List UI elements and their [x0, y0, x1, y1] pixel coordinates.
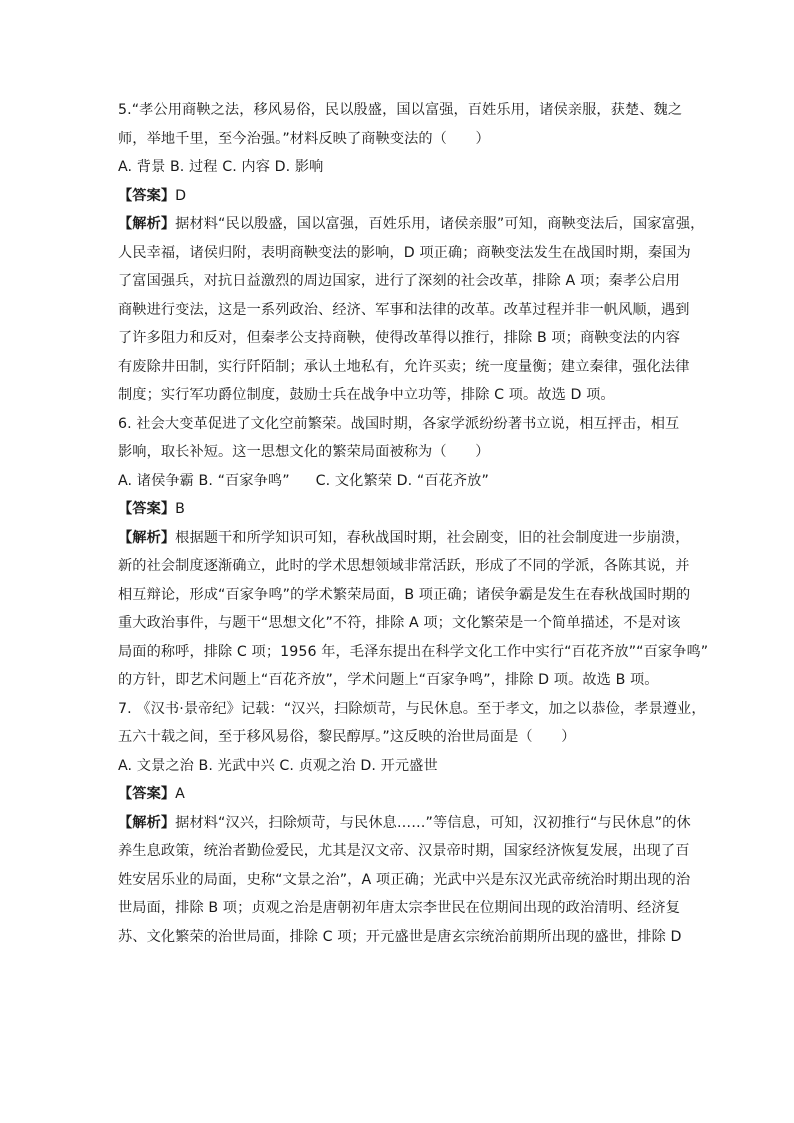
answer-line	[118, 495, 688, 524]
analysis-text: 据材料“汉兴，扫除烦苛，与民休息……”等信息，可知，汉初推行“与民休息”的休	[175, 814, 691, 831]
analysis-line: 了许多阻力和反对，但秦孝公支持商鞅，使得改革得以推行，排除 B 项；商鞅变法的内容	[118, 330, 680, 346]
answer-line	[118, 182, 688, 211]
option-group: C. 文化繁荣 D. “百花齐放”	[315, 472, 489, 489]
analysis-line: 的方针，即艺术问题上“百花齐放”，学术问题上“百家争鸣”，排除 D 项。故选 B 项。	[118, 672, 659, 688]
answer-line	[118, 780, 688, 809]
analysis-line: 人民幸福，诸侯归附，表明商鞅变法的影响，D 项正确；商鞅变法发生在战国时期，秦国为	[118, 244, 691, 261]
answer-value: D	[175, 187, 187, 204]
analysis-text: 根据题干和所学知识可知，春秋战国时期，社会剧变，旧的社会制度进一步崩溃，	[175, 529, 690, 546]
analysis-line: 局面的称呼，排除 C 项；1956 年，毛泽东提出在科学文化工作中实行“百花齐放”“百家争鸣”	[118, 643, 709, 660]
analysis-label: 【解析】	[118, 529, 176, 546]
document-content	[118, 96, 709, 951]
question-7	[118, 695, 706, 952]
option-group: A. 诸侯争霸 B. “百家争鸣”	[118, 472, 290, 489]
question-5	[118, 96, 705, 410]
question-stem-line: 7. 《汉书·景帝纪》记载：“汉兴，扫除烦苛，与民休息。至于孝文，加之以恭俭，孝景遵业，	[118, 700, 706, 717]
analysis-line: 重大政治事件，与题干“思想文化”不符，排除 A 项；文化繁荣是一个简单描述，不是对该	[118, 615, 681, 631]
answer-value: B	[175, 501, 185, 517]
analysis-label: 【解析】	[118, 814, 176, 831]
question-stem-line: 影响，取长补短。这一思想文化的繁荣局面被称为（ ）	[118, 444, 490, 460]
question-options: A. 文景之治 B. 光武中兴 C. 贞观之治 D. 开元盛世	[118, 757, 438, 774]
analysis-line	[118, 809, 691, 838]
analysis-label: 【解析】	[118, 216, 176, 232]
analysis-line	[118, 524, 688, 553]
question-stem-line: 师，举地千里，至今治强。”材料反映了商鞅变法的（ ）	[118, 130, 490, 147]
question-options	[118, 467, 688, 496]
analysis-line: 制度；实行军功爵位制度，鼓励士兵在战争中立功等，排除 C 项。故选 D 项。	[118, 387, 615, 403]
analysis-text: 据材料“民以殷盛，国以富强，百姓乐用，诸侯亲服”可知，商鞅变法后，国家富强，	[175, 216, 705, 232]
analysis-line: 新的社会制度逐渐确立，此时的学术思想领域非常活跃，形成了不同的学派，各陈其说，并	[118, 558, 690, 574]
analysis-line	[118, 210, 705, 239]
analysis-line: 养生息政策，统治者勤俭爱民，尤其是汉文帝、汉景帝时期，国家经济恢复发展，出现了百	[118, 843, 690, 859]
analysis-line: 苏、文化繁荣的治世局面，排除 C 项；开元盛世是唐玄宗统治前期所出现的盛世，排除 D	[118, 928, 682, 945]
answer-label: 【答案】	[118, 786, 176, 802]
analysis-line: 有废除井田制，实行阡陌制；承认土地私有，允许买卖；统一度量衡；建立秦律，强化法律	[118, 358, 690, 375]
analysis-line: 商鞅进行变法，这是一系列政治、经济、军事和法律的改革。改革过程并非一帆风顺，遇到	[118, 301, 690, 318]
question-stem-line: 五六十载之间，至于移风易俗，黎民醇厚。”这反映的治世局面是（ ）	[118, 729, 576, 745]
analysis-line: 世局面，排除 B 项；贞观之治是唐朝初年唐太宗李世民在位期间出现的政治清明、经济复	[118, 900, 680, 916]
answer-label: 【答案】	[118, 187, 176, 204]
answer-value: A	[175, 786, 185, 802]
analysis-line: 了富国强兵，对抗日益激烈的周边国家，进行了深刻的社会改革，排除 A 项；秦孝公启用	[118, 273, 680, 289]
analysis-line: 相互辩论，形成“百家争鸣”的学术繁荣局面，B 项正确；诸侯争霸是发生在春秋战国时期的	[118, 586, 691, 603]
question-options: A. 背景 B. 过程 C. 内容 D. 影响	[118, 159, 324, 175]
analysis-line: 姓安居乐业的局面，史称“文景之治”，A 项正确；光武中兴是东汉光武帝统治时期出现的治	[118, 871, 691, 888]
answer-label: 【答案】	[118, 501, 176, 517]
question-stem-line: 6. 社会大变革促进了文化空前繁荣。战国时期，各家学派纷纷著书立说，相互抨击，相互	[118, 415, 680, 432]
question-6	[118, 410, 709, 695]
question-stem-line: 5.“孝公用商鞅之法，移风易俗，民以殷盛，国以富强，百姓乐用，诸侯亲服，获楚、魏之	[118, 102, 683, 118]
